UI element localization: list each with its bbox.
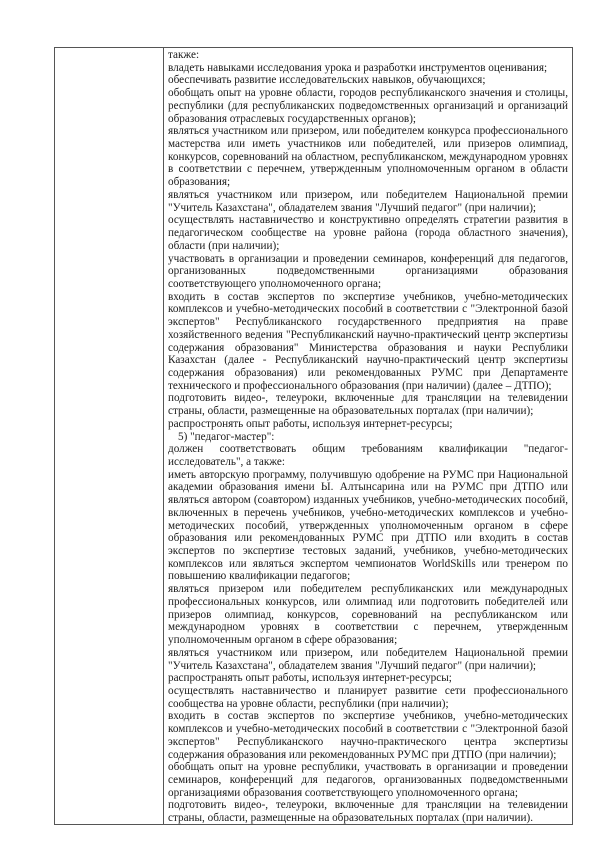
paragraph: иметь авторскую программу, получившую одобрение на РУМС при Национальной академии образования имени Ы. Алтынсарина или на РУМС при ДТПО или являться автором (соавтором) изданных учебников, учебно-методических пособий, включенных в перечень учебников, учебно-методических комплексов и учебно-методических пособий, утвержденных уполномоченным органом в сфере образования или рекомендованных РУМС при ДТПО или входить в состав экспертов по экспертизе тестовых заданий, учебников, учебно-методических комплексов или являться экспертом чемпионатов WorldSkills или тренером по повышению квалификации педагогов; <box>168 468 568 583</box>
paragraph: обеспечивать развитие исследовательских навыков, обучающихся; <box>168 74 486 87</box>
paragraph: осуществлять наставничество и конструктивно определять стратегии развития в педагогическом сообществе на уровне района (города областного значения), области (при наличии); <box>168 214 568 252</box>
paragraph: участвовать в организации и проведении семинаров, конференций для педагогов, организованных подведомственными организациями образования соответствующего уполномоченного органа; <box>168 252 568 290</box>
section-heading: 5) "педагог-мастер": <box>178 430 275 443</box>
paragraph: также: <box>168 49 200 61</box>
paragraph: обобщать опыт на уровне области, городов республиканского значения и столицы, республики (для республиканских подведомственных организаций и организаций образования отраслевых государственных органов); <box>168 87 568 125</box>
paragraph: осуществлять наставничество и планирует развитие сети профессионального сообщества на уровне области, республики (при наличии); <box>168 684 568 710</box>
paragraph: являться призером или победителем республиканских или международных профессиональных конкурсов, или олимпиад или подготовить победителей или призеров олимпиад, конкурсов, соревнований на республиканском или международном уровнях в соответствии с перечнем, утвержденным уполномоченным органом в сфере образования; <box>168 583 568 647</box>
paragraph: являться участником или призером, или победителем Национальной премии "Учитель Казахстана", обладателем звания "Лучший педагог" (при наличии); <box>168 188 568 214</box>
paragraph: входить в состав экспертов по экспертизе учебников, учебно-методических комплексов и учебно-методических пособий в соответствии с "Электронной базой экспертов" Республиканского государственного предприятия на праве хозяйственного ведения "Республиканский научно-практический центр экспертизы содержания образования" Министерства образования и науки Республики Казахстан (далее - Республиканский научно-практический центр экспертизы содержания образования) или рекомендованных РУМС при Департаменте технического и профессионального образования (при наличии) (далее – ДТПО); <box>168 290 568 392</box>
paragraph: подготовить видео-, телеуроки, включенные для трансляции на телевидении страны, области, размещенные на образовательных порталах (при наличии). <box>168 799 568 825</box>
paragraph: владеть навыками исследования урока и разработки инструментов оценивания; <box>168 61 548 74</box>
paragraph: распространять опыт работы, используя интернет-ресурсы; <box>168 672 452 685</box>
paragraph: распростронять опыт работы, используя интернет-ресурсы; <box>168 417 453 430</box>
table-left-cell <box>55 48 164 824</box>
paragraph: являться участником или призером, или победителем конкурса профессионального мастерства или иметь участников или победителей, или призеров олимпиад, конкурсов, соревнований на областном, республиканском, международном уровнях в соответствии с перечнем, утвержденным уполномоченным органом в области образования; <box>168 125 568 189</box>
paragraph: входить в состав экспертов по экспертизе учебников, учебно-методических комплексов и учебно-методических пособий в соответствии с "Электронной базой экспертов" Республиканского научно-практического центра экспертизы содержания образования или рекомендованных РУМС при ДТПО (при наличии); <box>168 710 568 761</box>
paragraph: подготовить видео-, телеуроки, включенные для трансляции на телевидении страны, области, размещенные на образовательных порталах (при наличии); <box>168 392 568 418</box>
paragraph: обобщать опыт на уровне республики, участвовать в организации и проведении семинаров, конференций для педагогов, организованных подведомственными организациями образования соответствующего уполномоченного органа; <box>168 761 568 799</box>
table-right-cell <box>164 48 572 824</box>
requirements-table <box>54 47 573 825</box>
paragraph: являться участником или призером, или победителем Национальной премии "Учитель Казахстана", обладателем звания "Лучший педагог" (при наличии); <box>168 646 568 672</box>
paragraph: должен соответствовать общим требованиям квалификации "педагог-исследователь", а также: <box>168 443 568 468</box>
